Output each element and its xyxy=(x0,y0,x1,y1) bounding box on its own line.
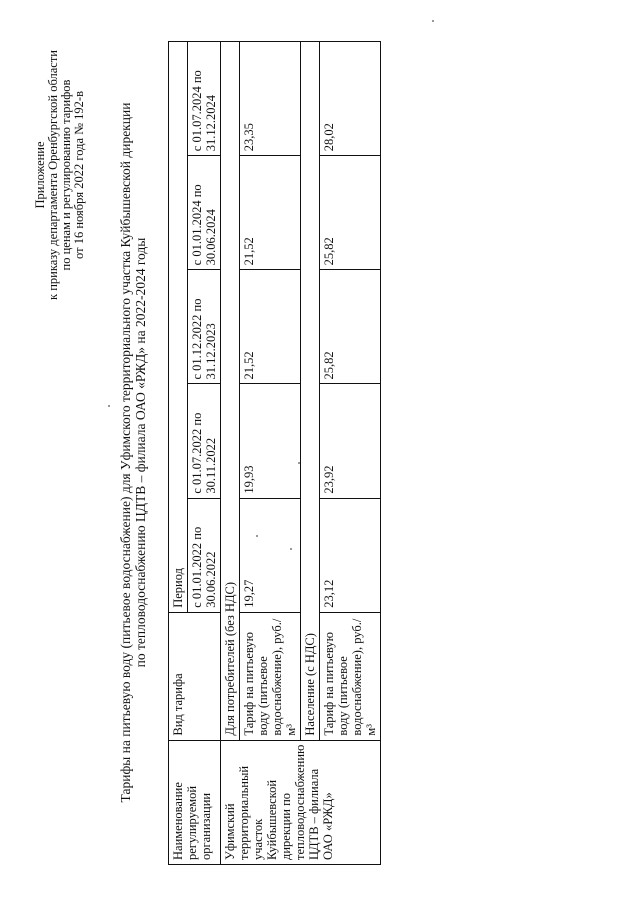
scan-speck xyxy=(108,405,110,407)
section-row xyxy=(221,42,240,865)
tariff-kind-cell: Тариф на питьевую воду (питьевое водоснабжение), руб./м³ xyxy=(320,612,381,740)
tariff-value: 28,02 xyxy=(320,42,381,156)
tariff-value: 25,82 xyxy=(320,156,381,270)
scan-speck xyxy=(298,462,300,464)
annex-header xyxy=(34,30,86,320)
period-header: с 01.07.2022 по 30.11.2022 xyxy=(188,384,221,498)
period-header: с 01.07.2024 по 31.12.2024 xyxy=(188,42,221,156)
tariff-value: 21,52 xyxy=(240,270,301,384)
section-label: Для потребителей (без НДС) xyxy=(221,42,240,741)
scan-speck xyxy=(432,20,434,22)
org-column-header: Наименование регулируемой организации xyxy=(169,740,221,864)
tariff-value: 25,82 xyxy=(320,270,381,384)
tariff-value: 23,92 xyxy=(320,384,381,498)
tariff-kind-cell: Тариф на питьевую воду (питьевое водоснабжение), руб./м³ xyxy=(240,612,301,740)
tariff-value: 19,93 xyxy=(240,384,301,498)
tariff-value: 23,35 xyxy=(240,42,301,156)
tariff-value: 21,52 xyxy=(240,156,301,270)
tariff-value: 19,27 xyxy=(240,498,301,612)
header-row xyxy=(169,42,188,865)
tariff-value: 23,12 xyxy=(320,498,381,612)
tariff-table xyxy=(168,41,381,865)
annex-line: к приказу департамента Оренбургской области xyxy=(46,50,60,300)
annex-line: по ценам и регулированию тарифов xyxy=(59,79,73,271)
period-header: с 01.12.2022 по 31.12.2023 xyxy=(188,270,221,384)
annex-line: Приложение xyxy=(33,141,47,209)
scan-speck xyxy=(290,548,292,550)
annex-line: от 16 ноября 2022 года № 192-в xyxy=(72,91,86,259)
section-label: Население (с НДС) xyxy=(301,42,320,741)
title-line: по тепловодоснабжению ЦДТВ – филиала ОАО «РЖД» на 2022-2024 годы xyxy=(133,237,148,668)
document-title xyxy=(118,30,148,875)
period-header: с 01.01.2024 по 30.06.2024 xyxy=(188,156,221,270)
period-header: с 01.01.2022 по 30.06.2022 xyxy=(188,498,221,612)
title-line: Тарифы на питьевую воду (питьевое водоснабжение) для Уфимского территориального участка Куйбышевской дирекции xyxy=(118,102,133,803)
scan-speck xyxy=(256,535,258,537)
tariff-kind-column-header: Вид тарифа xyxy=(169,612,221,740)
period-column-header: Период xyxy=(169,42,188,613)
organization-name: Уфимский территориальный участок Куйбышевской дирекции по тепловодоснабжению ЦДТВ – филиала ОАО «РЖД» xyxy=(221,740,381,864)
